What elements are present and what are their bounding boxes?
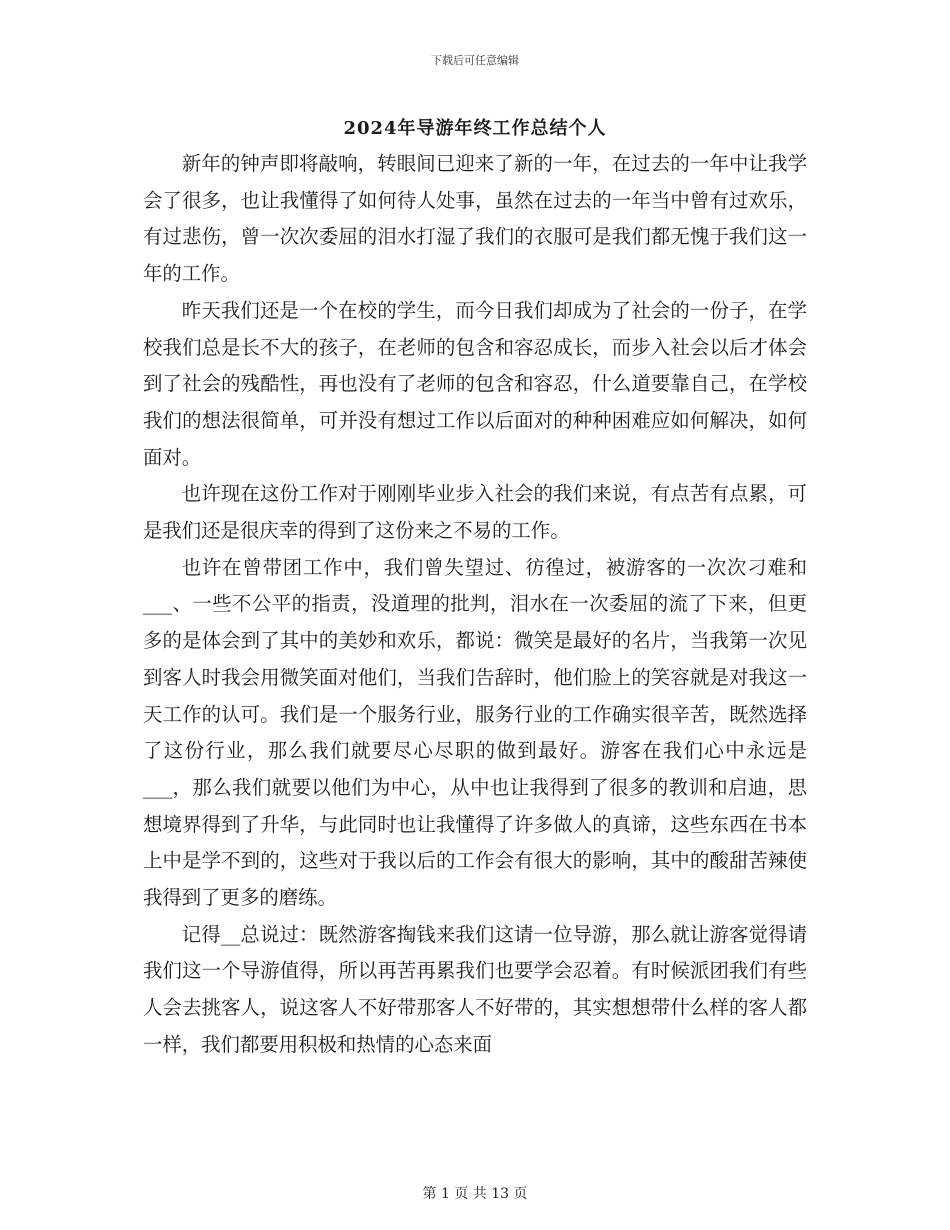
paragraph: 昨天我们还是一个在校的学生，而今日我们却成为了社会的一份子，在学校我们总是长不大的孩子，在老师的包含和容忍成长，而步入社会以后才体会到了社会的残酷性，再也没有了老师的包含和容忍，什么道要靠自己，在学校我们的想法很简单，可并没有想过工作以后面对的种种困难应如何解决，如何面对。 — [143, 298, 807, 469]
page-number-footer: 第 1 页 共 13 页 — [422, 1186, 528, 1202]
paragraph: 新年的钟声即将敲响，转眼间已迎来了新的一年，在过去的一年中让我学会了很多，也让我懂得了如何待人处事，虽然在过去的一年当中曾有过欢乐，有过悲伤，曾一次次委屈的泪水打湿了我们的衣服可是我们都无愧于我们这一年的工作。 — [143, 152, 807, 286]
paragraph: 也许在曾带团工作中，我们曾失望过、彷徨过，被游客的一次次刁难和___、一些不公平的指责，没道理的批判，泪水在一次委屈的流了下来，但更多的是体会到了其中的美妙和欢乐，都说：微笑是最好的名片，当我第一次见到客人时我会用微笑面对他们，当我们告辞时，他们脸上的笑容就是对我这一天工作的认可。我们是一个服务行业，服务行业的工作确实很辛苦，既然选择了这份行业，那么我们就要尽心尽职的做到最好。游客在我们心中永远是___，那么我们就要以他们为中心，从中也让我得到了很多的教训和启迪，思想境界得到了升华，与此同时也让我懂得了许多做人的真谛，这些东西在书本上中是学不到的，这些对于我以后的工作会有很大的影响，其中的酸甜苦辣使我得到了更多的磨练。 — [143, 555, 807, 910]
page-header: 下载后可任意编辑 — [431, 54, 519, 67]
document-title: 2024年导游年终工作总结个人 — [343, 118, 607, 139]
document-body — [143, 146, 807, 1064]
paragraph: 也许现在这份工作对于刚刚毕业步入社会的我们来说，有点苦有点累，可是我们还是很庆幸的得到了这份来之不易的工作。 — [143, 482, 807, 543]
paragraph: 记得__总说过：既然游客掏钱来我们这请一位导游，那么就让游客觉得请我们这一个导游值得，所以再苦再累我们也要学会忍着。有时候派团我们有些人会去挑客人，说这客人不好带那客人不好带的，其实想想带什么样的客人都一样，我们都要用积极和热情的心态来面 — [143, 922, 807, 1056]
